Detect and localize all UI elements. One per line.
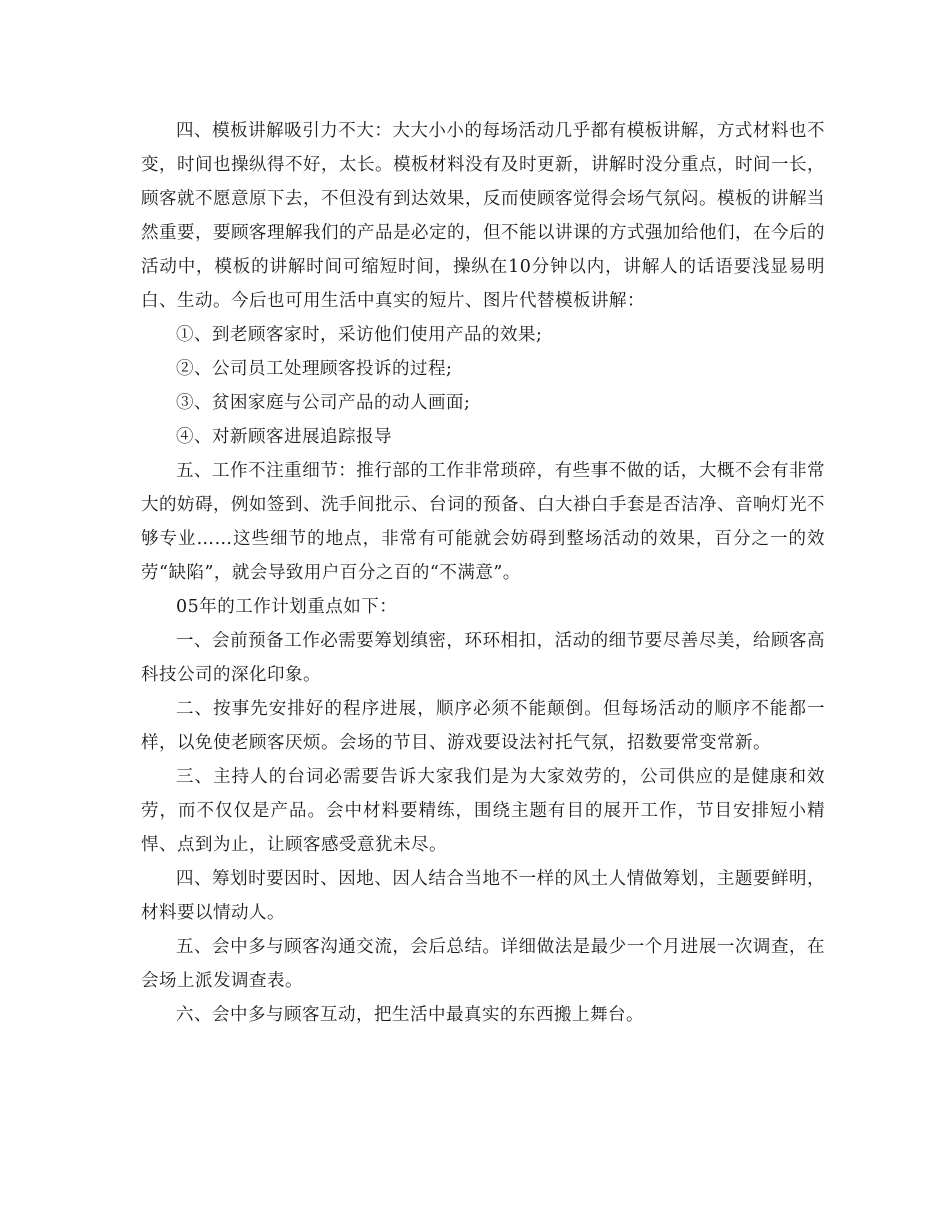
paragraph-plan-6: 六、会中多与顾客互动，把生活中最真实的东西搬上舞台。 xyxy=(176,1005,644,1025)
list-item-interview: ①、到老顾客家时，采访他们使用产品的效果; xyxy=(176,325,543,345)
paragraph-plan-4: 四、筹划时要因时、因地、因人结合当地不一样的风土人情做筹划，主题要鲜明，材料要以情动人。 xyxy=(141,869,825,923)
paragraph-plan-heading: 05年的工作计划重点如下： xyxy=(176,597,398,617)
document-page xyxy=(141,114,825,1032)
paragraph-plan-5: 五、会中多与顾客沟通交流，会后总结。详细做法是最少一个月进展一次调查，在会场上派发调查表。 xyxy=(141,937,825,991)
paragraph-plan-2: 二、按事先安排好的程序进展，顺序必须不能颠倒。但每场活动的顺序不能都一样，以免使老顾客厌烦。会场的节目、游戏要设法衬托气氛，招数要常变常新。 xyxy=(141,699,825,753)
paragraph-plan-3: 三、主持人的台词必需要告诉大家我们是为大家效劳的，公司供应的是健康和效劳，而不仅仅是产品。会中材料要精练，围绕主题有目的展开工作，节目安排短小精悍、点到为止，让顾客感受意犹未尽。 xyxy=(141,767,825,855)
paragraph-details: 五、工作不注重细节：推行部的工作非常琐碎，有些事不做的话，大概不会有非常大的妨碍，例如签到、洗手间批示、台词的预备、白大褂白手套是否洁净、音响灯光不够专业……这些细节的地点，非常有可能就会妨碍到整场活动的效果，百分之一的效劳“缺陷”，就会导致用户百分之百的“不满意”。 xyxy=(141,461,825,583)
paragraph-plan-1: 一、会前预备工作必需要筹划缜密，环环相扣，活动的细节要尽善尽美，给顾客高科技公司的深化印象。 xyxy=(141,631,825,685)
list-item-families: ③、贫困家庭与公司产品的动人画面; xyxy=(176,393,471,413)
paragraph-template-feedback: 四、模板讲解吸引力不大：大大小小的每场活动几乎都有模板讲解，方式材料也不变，时间也操纵得不好，太长。模板材料没有及时更新，讲解时没分重点，时间一长，顾客就不愿意原下去，不但没有到达效果，反而使顾客觉得会场气氛闷。模板的讲解当然重要，要顾客理解我们的产品是必定的，但不能以讲课的方式强加给他们，在今后的活动中，模板的讲解时间可缩短时间，操纵在10分钟以内，讲解人的话语要浅显易明白、生动。今后也可用生活中真实的短片、图片代替模板讲解： xyxy=(141,121,825,311)
list-item-tracking: ④、对新顾客进展追踪报导 xyxy=(176,427,392,447)
list-item-complaints: ②、公司员工处理顾客投诉的过程; xyxy=(176,359,453,379)
